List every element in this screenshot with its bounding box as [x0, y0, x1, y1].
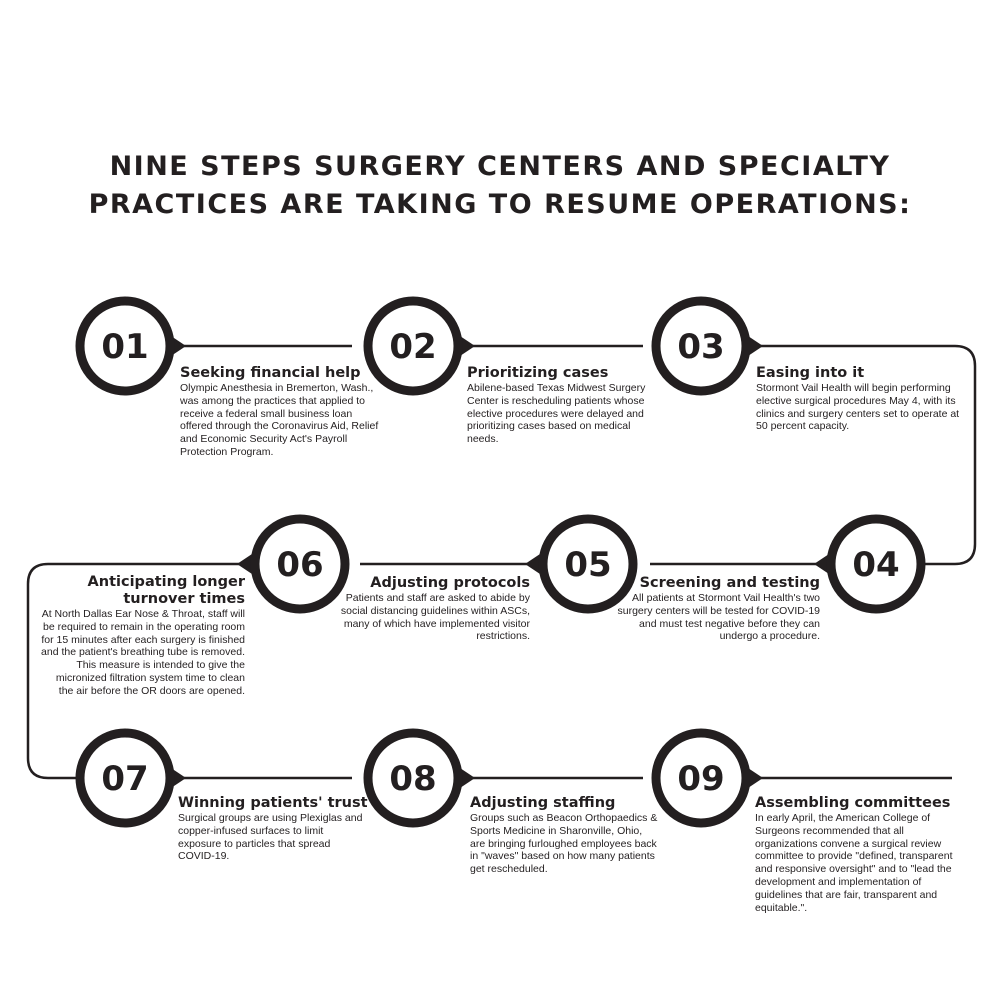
step-08-description: Groups such as Beacon Orthopaedics & Sports Medicine in Sharonville, Ohio, are bringing furloughed employees back in "waves" based on how many patients get rescheduled.: [470, 812, 658, 876]
step-number-08: 08: [389, 759, 437, 799]
step-06-title: Anticipating longer turnover times: [87, 574, 245, 607]
step-01-title: Seeking financial help: [180, 365, 361, 381]
step-number-04: 04: [852, 545, 900, 585]
step-02-title: Prioritizing cases: [467, 365, 609, 381]
step-number-02: 02: [389, 327, 437, 367]
step-05-title: Adjusting protocols: [370, 575, 530, 591]
step-03-description: Stormont Vail Health will begin performing elective surgical procedures May 4, with its clinics and surgery centers set to operate at 50 percent capacity.: [756, 382, 960, 433]
title-line-2: PRACTICES ARE TAKING TO RESUME OPERATIONS:: [88, 189, 912, 220]
step-04-description: All patients at Stormont Vail Health's two surgery centers will be tested for COVID-19 and must test negative before they can undergo a procedure.: [617, 592, 820, 643]
step-03-title: Easing into it: [756, 365, 865, 381]
step-number-05: 05: [564, 545, 612, 585]
step-09-description: In early April, the American College of Surgeons recommended that all organizations convene a surgical review committee to provide "defined, transparent and responsive oversight" and to "lead the development and implementation of guidelines that are fair, transparent and equitable.".: [755, 812, 953, 914]
step-04-title: Screening and testing: [639, 575, 820, 591]
step-08-title: Adjusting staffing: [470, 795, 616, 811]
step-06-description: At North Dallas Ear Nose & Throat, staff will be required to remain in the operating room for 15 minutes after each surgery is finished and the patient's breathing tube is removed. This measure is intended to give the micronized filtration system time to clean the air before the OR doors are opened.: [41, 608, 245, 697]
step-09-title: Assembling committees: [755, 795, 951, 811]
step-01-description: Olympic Anesthesia in Bremerton, Wash., was among the practices that applied to receive a federal small business loan offered through the Coronavirus Aid, Relief and Economic Security Act's Payroll Protection Program.: [180, 382, 379, 458]
title-line-1: NINE STEPS SURGERY CENTERS AND SPECIALTY: [109, 151, 891, 182]
step-number-01: 01: [101, 327, 149, 367]
step-07-description: Surgical groups are using Plexiglas and copper-infused surfaces to limit exposure to particles that spread COVID-19.: [178, 812, 363, 863]
step-number-09: 09: [677, 759, 725, 799]
step-05-description: Patients and staff are asked to abide by social distancing guidelines within ASCs, many of which have implemented visitor restrictions.: [340, 592, 530, 643]
step-number-07: 07: [101, 759, 149, 799]
step-number-06: 06: [276, 545, 324, 585]
step-number-03: 03: [677, 327, 725, 367]
step-02-description: Abilene-based Texas Midwest Surgery Center is rescheduling patients whose elective procedures were delayed and prioritizing cases based on medical needs.: [467, 382, 646, 446]
step-07-title: Winning patients' trust: [178, 795, 368, 811]
